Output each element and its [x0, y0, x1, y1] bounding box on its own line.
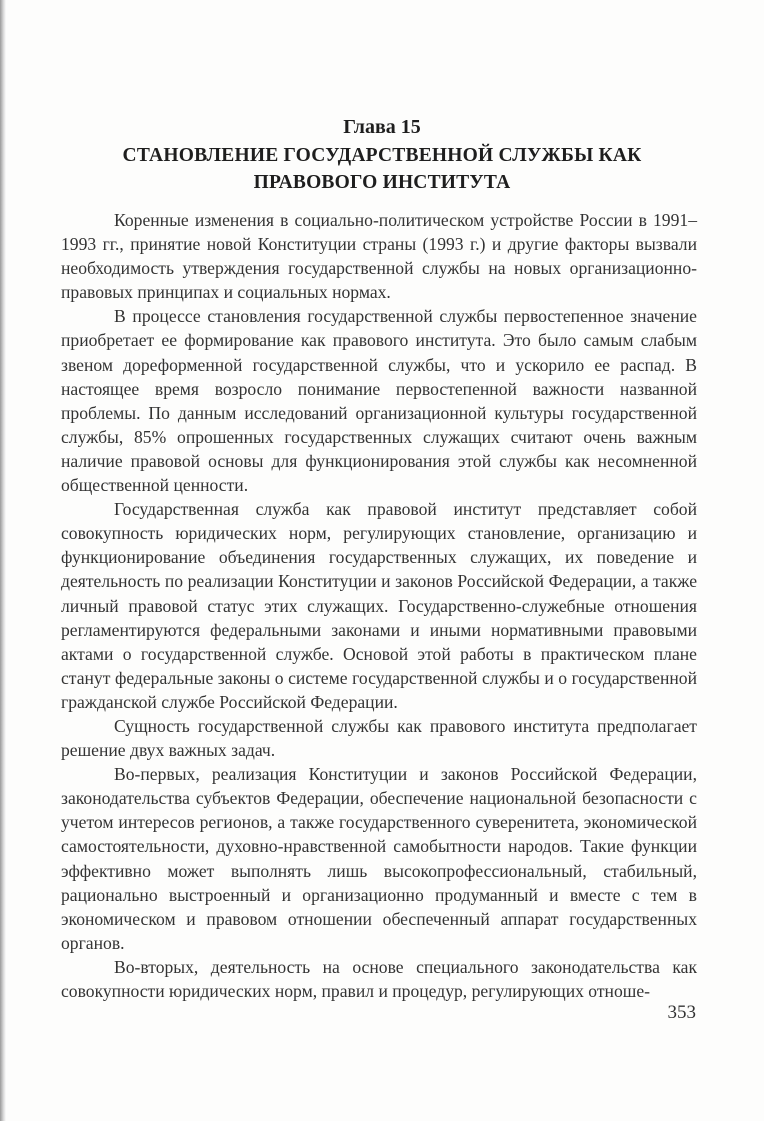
- paragraph: Государственная служба как правовой институт представляет собой совокупность юридических норм, регулирующих становление, организацию и функционирование объединения государственных служащих, их поведение и деятельность по реализации Конституции и законов Российской Федерации, а также личный правовой статус этих служащих. Государственно-служебные отношения регламентируются федеральными законами и иными нормативными правовыми актами о государственной службе. Основой этой работы в практическом плане станут федеральные законы о системе государственной службы и о государственной гражданской службе Российской Федерации.: [61, 499, 697, 712]
- page-number: 353: [667, 1002, 696, 1023]
- chapter-heading: [60, 114, 704, 196]
- paragraph: Сущность государственной службы как правового института предполагает решение двух важных задач.: [61, 715, 697, 761]
- paragraph: Коренные изменения в социально-политическом устройстве России в 1991–1993 гг., принятие новой Конституции страны (1993 г.) и другие факторы вызвали необходимость утверждения государственной службы на новых организационно-правовых принципах и социальных нормах.: [61, 210, 697, 303]
- paragraph: В процессе становления государственной службы первостепенное значение приобретает ее формирование как правового института. Это было самым слабым звеном дореформенной государственной службы, что и ускорило ее распад. В настоящее время возросло понимание первостепенной важности названной проблемы. По данным исследований организационной культуры государственной службы, 85% опрошенных государственных служащих считают очень важным наличие правовой основы для функционирования этой службы как несомненной общественной ценности.: [61, 306, 697, 496]
- page-binding-edge: [0, 0, 6, 1121]
- paragraph: Во-первых, реализация Конституции и законов Российской Федерации, законодательства субъектов Федерации, обеспечение национальной безопасности с учетом интересов регионов, а также государственного суверенитета, экономической самостоятельности, духовно-нравственной самобытности народов. Такие функции эффективно может выполнять лишь высокопрофессиональный, стабильный, рационально выстроенный и организационно продуманный и вместе с тем в экономическом и правовом отношении обеспеченный аппарат государственных органов.: [61, 764, 697, 953]
- body-text: [61, 208, 697, 1003]
- chapter-number: Глава 15: [343, 116, 421, 138]
- chapter-title: СТАНОВЛЕНИЕ ГОСУДАРСТВЕННОЙ СЛУЖБЫ КАК ПРАВОВОГО ИНСТИТУТА: [122, 145, 642, 193]
- paragraph: Во-вторых, деятельность на основе специального законодательства как совокупности юридических норм, правил и процедур, регулирующих отноше-: [61, 956, 697, 1001]
